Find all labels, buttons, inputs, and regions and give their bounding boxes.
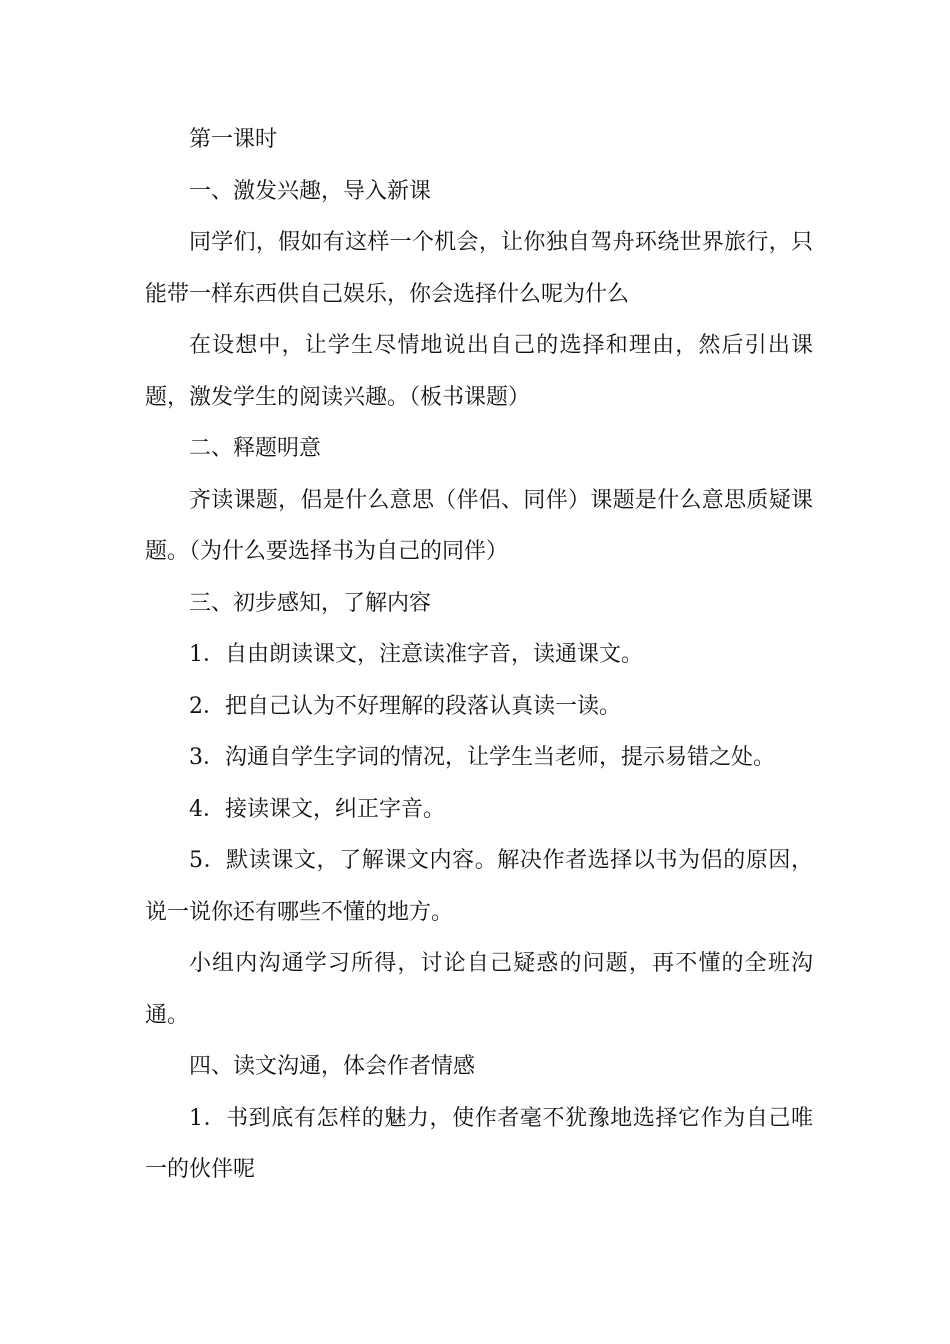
- list-item: 1．书到底有怎样的魅力，使作者毫不犹豫地选择它作为自己唯一的伙伴呢: [145, 1105, 813, 1182]
- list-item: 2．把自己认为不好理解的段落认真读一读。: [189, 693, 621, 719]
- document-body: [145, 114, 813, 1196]
- paragraph: 在设想中，让学生尽情地说出自己的选择和理由，然后引出课题，激发学生的阅读兴趣。（板书课题）: [145, 333, 813, 410]
- section-heading-4: 四、读文沟通，体会作者情感: [189, 1054, 476, 1079]
- lesson-title: 第一课时: [189, 127, 278, 152]
- list-item: 3．沟通自学生字词的情况，让学生当老师，提示易错之处。: [189, 745, 775, 770]
- section-heading-3: 三、初步感知，了解内容: [189, 590, 432, 616]
- paragraph: 小组内沟通学习所得，讨论自己疑惑的问题，再不懂的全班沟通。: [145, 951, 813, 1028]
- paragraph: 同学们，假如有这样一个机会，让你独自驾舟环绕世界旅行，只能带一样东西供自己娱乐，你会选择什么呢为什么: [145, 230, 813, 307]
- section-heading-2: 二、释题明意: [189, 436, 322, 461]
- list-item: 4．接读课文，纠正字音。: [189, 796, 445, 822]
- section-heading-1: 一、激发兴趣，导入新课: [189, 178, 432, 204]
- list-item: 5．默读课文，了解课文内容。解决作者选择以书为侣的原因，说一说你还有哪些不懂的地方。: [145, 848, 813, 925]
- list-item: 1．自由朗读课文，注意读准字音，读通课文。: [189, 642, 643, 667]
- paragraph: 齐读课题，侣是什么意思（伴侣、同伴）课题是什么意思质疑课题。（为什么要选择书为自己的同伴）: [145, 487, 813, 564]
